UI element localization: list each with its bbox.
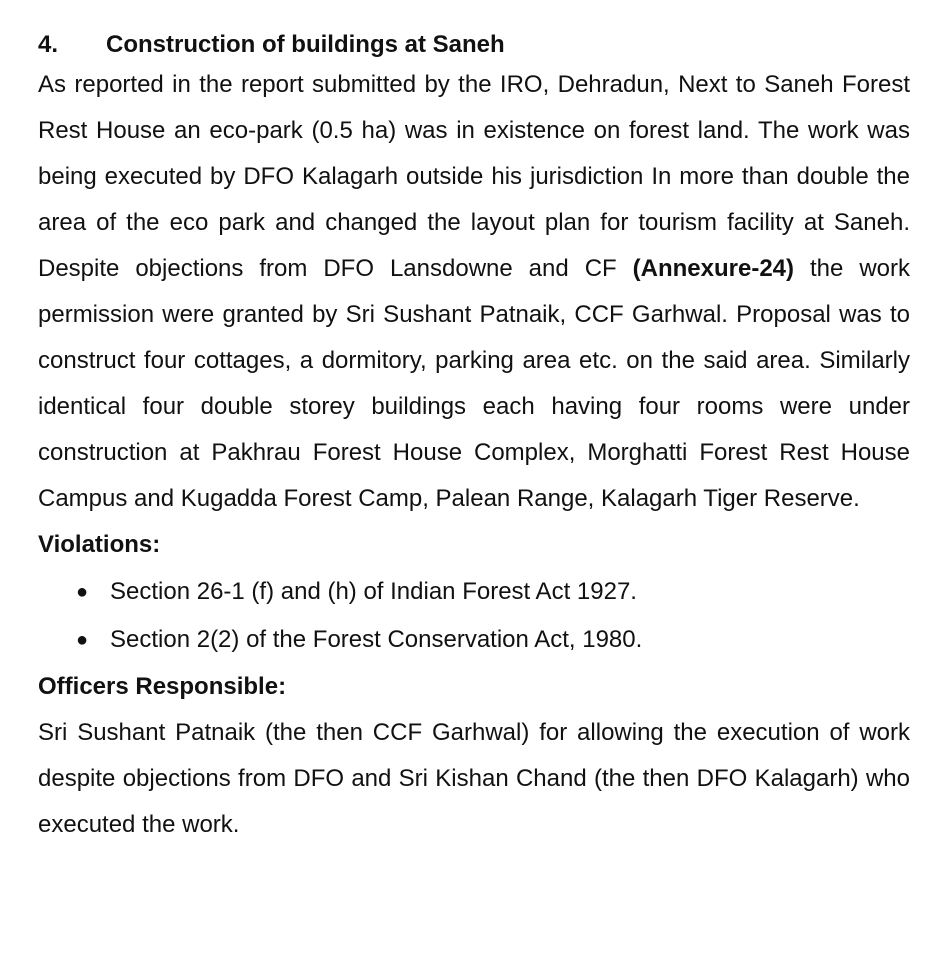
bullet-icon: ● [76, 629, 89, 651]
section-number: 4. [38, 31, 59, 58]
officers-paragraph: Sri Sushant Patnaik (the then CCF Garhwal) for allowing the execution of work despite objections from DFO and Sri Kishan Chand (the then DFO Kalagarh) who executed the work. [38, 719, 910, 838]
section-title: Construction of buildings at Saneh [106, 31, 505, 58]
body-text-part1: As reported in the report submitted by the IRO, Dehradun, Next to Saneh Forest Rest House an eco-park (0.5 ha) was in existence on forest land. The work was being executed by DFO Kalagarh outside his jurisdiction In more than double the area of the eco park and changed the layout plan for tourism facility at Saneh. Despite objections from DFO Lansdowne and CF [38, 71, 910, 282]
violations-list [38, 568, 910, 664]
violation-text: Section 2(2) of the Forest Conservation Act, 1980. [110, 626, 643, 653]
section-heading [38, 28, 910, 62]
officers-heading: Officers Responsible: [38, 673, 287, 700]
violation-item [76, 568, 910, 616]
violation-item [76, 616, 910, 664]
body-text-part2: the work permission were granted by Sri Sushant Patnaik, CCF Garhwal. Proposal was to construct four cottages, a dormitory, parking area etc. on the said area. Similarly identical four double storey buildings each having four rooms were under construction at Pakhrau Forest House Complex, Morghatti Forest Rest House Campus and Kugadda Forest Camp, Palean Range, Kalagarh Tiger Reserve. [38, 255, 910, 512]
annexure-reference: (Annexure-24) [632, 255, 795, 282]
bullet-icon: ● [76, 581, 89, 603]
violation-text: Section 26-1 (f) and (h) of Indian Forest Act 1927. [110, 578, 637, 605]
violations-heading: Violations: [38, 531, 161, 558]
body-paragraph [38, 62, 910, 522]
